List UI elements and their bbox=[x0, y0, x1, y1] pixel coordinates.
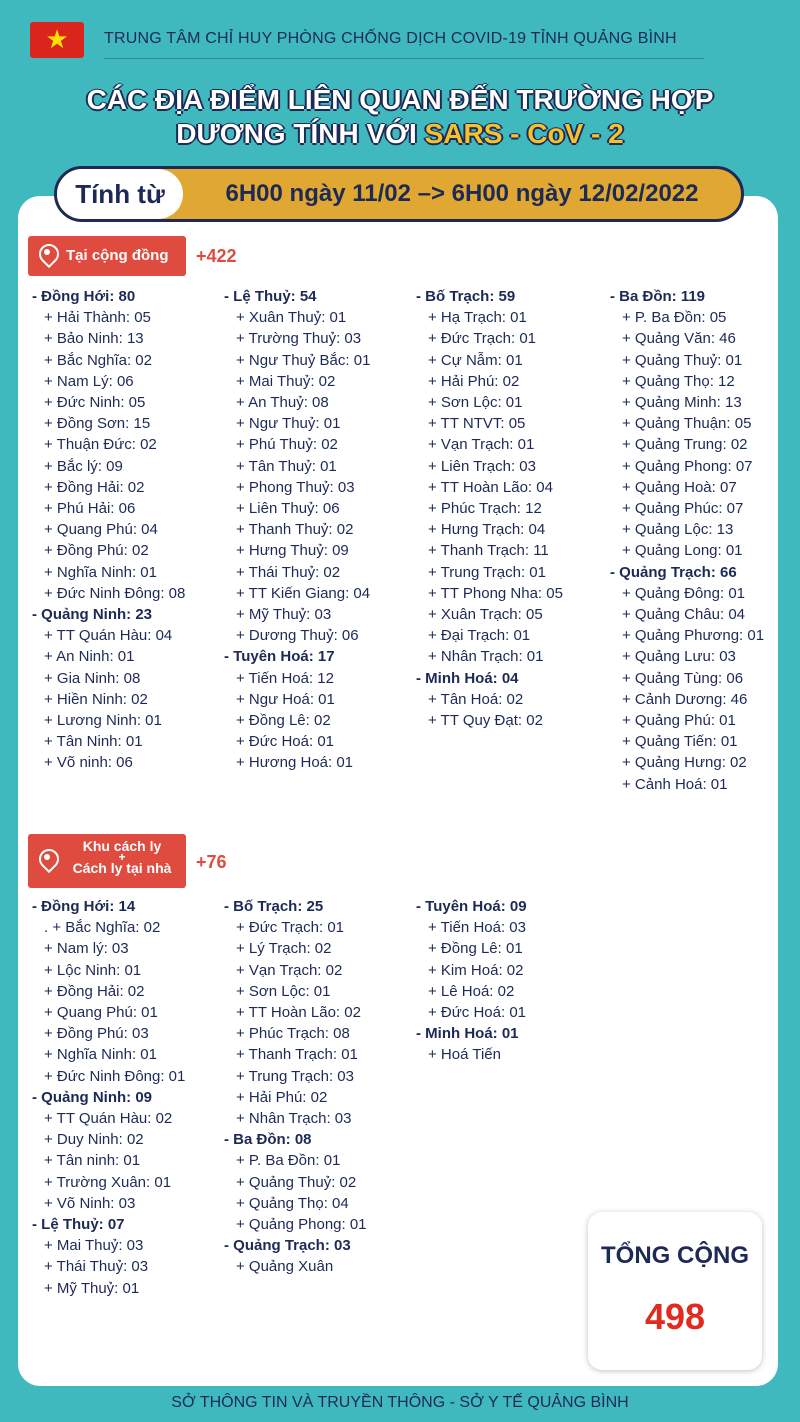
list-item: + Quảng Lộc: 13 bbox=[622, 521, 734, 539]
list-item: + Quảng Phúc: 07 bbox=[622, 500, 744, 518]
quarantine-column bbox=[32, 896, 185, 1299]
list-item: + TT Quán Hàu: 04 bbox=[44, 627, 173, 645]
list-item: + Xuân Thuỷ: 01 bbox=[236, 309, 347, 327]
list-item: + Quảng Phú: 01 bbox=[622, 712, 736, 730]
list-item: + Dương Thuỷ: 06 bbox=[236, 627, 359, 645]
list-item: + Liên Thuỷ: 06 bbox=[236, 500, 340, 518]
list-item: + Vạn Trạch: 01 bbox=[428, 436, 535, 454]
list-item: + Lý Trạch: 02 bbox=[236, 940, 332, 958]
list-item: + Tiến Hoá: 03 bbox=[428, 919, 526, 937]
list-item: + Nghĩa Ninh: 01 bbox=[44, 1046, 157, 1064]
location-pin-icon bbox=[38, 244, 56, 268]
organization-name: TRUNG TÂM CHỈ HUY PHÒNG CHỐNG DỊCH COVID-19 TỈNH QUẢNG BÌNH bbox=[104, 30, 677, 47]
list-item: + Quang Phú: 04 bbox=[44, 521, 158, 539]
list-item: + Nam lý: 03 bbox=[44, 940, 129, 958]
list-item: + Đồng Phú: 02 bbox=[44, 542, 149, 560]
district-heading: - Đồng Hới: 80 bbox=[32, 288, 136, 305]
list-item: + Ngư Hoá: 01 bbox=[236, 690, 335, 708]
list-item: + Phúc Trạch: 12 bbox=[428, 500, 542, 518]
list-item: + Lương Ninh: 01 bbox=[44, 712, 162, 730]
list-item: + Nam Lý: 06 bbox=[44, 372, 134, 390]
list-item: + Cảnh Hoá: 01 bbox=[622, 775, 728, 793]
list-item: + Võ ninh: 06 bbox=[44, 754, 133, 772]
total-value: 498 bbox=[644, 1296, 706, 1337]
list-item: + Quảng Long: 01 bbox=[622, 542, 743, 560]
list-item: + Phong Thuỷ: 03 bbox=[236, 478, 355, 496]
list-item: + Liên Trạch: 03 bbox=[428, 457, 536, 475]
list-item: + Hưng Thuỷ: 09 bbox=[236, 542, 349, 560]
list-item: + Tân Ninh: 01 bbox=[44, 733, 143, 751]
district-heading: - Ba Đồn: 119 bbox=[610, 288, 706, 305]
list-item: + Ngư Thuỷ Bắc: 01 bbox=[236, 351, 371, 369]
list-item: + Phú Thuỷ: 02 bbox=[236, 436, 338, 454]
list-item: + Sơn Lộc: 01 bbox=[428, 394, 523, 412]
district-heading: - Lệ Thuỷ: 07 bbox=[32, 1216, 125, 1234]
date-range-bar bbox=[54, 166, 744, 222]
district-heading: - Quảng Ninh: 23 bbox=[32, 606, 152, 624]
list-item: + An Thuỷ: 08 bbox=[236, 394, 329, 412]
list-item: + Mai Thuỷ: 02 bbox=[236, 372, 336, 390]
list-item: + Nghĩa Ninh: 01 bbox=[44, 563, 157, 581]
list-item: + Mỹ Thuỷ: 03 bbox=[236, 606, 332, 624]
list-item: + Đức Trạch: 01 bbox=[428, 330, 537, 348]
list-item: + Tiến Hoá: 12 bbox=[236, 669, 334, 687]
list-item: + Trường Thuỷ: 03 bbox=[236, 330, 362, 348]
list-item: + Đồng Hải: 02 bbox=[44, 478, 145, 496]
date-label: Tính từ bbox=[57, 169, 183, 219]
list-item: + Đức Ninh Đông: 01 bbox=[44, 1067, 186, 1085]
list-item: + TT Phong Nha: 05 bbox=[428, 584, 563, 602]
district-heading: - Minh Hoá: 01 bbox=[416, 1025, 519, 1043]
list-item: + Đức Ninh: 05 bbox=[44, 394, 146, 412]
list-item: + TT Hoàn Lão: 04 bbox=[428, 478, 553, 496]
list-item: + Tân Hoá: 02 bbox=[428, 690, 524, 708]
quarantine-label-plus: + bbox=[118, 850, 126, 864]
list-item: + Hưng Trạch: 04 bbox=[428, 521, 546, 539]
list-item: . + Bắc Nghĩa: 02 bbox=[44, 919, 161, 937]
quarantine-badge bbox=[28, 834, 186, 888]
list-item: + P. Ba Đồn: 01 bbox=[236, 1152, 341, 1170]
list-item: + Nhân Trạch: 01 bbox=[428, 648, 544, 666]
list-item: + Quảng Thuận: 05 bbox=[622, 415, 752, 433]
date-range: 6H00 ngày 11/02 –> 6H00 ngày 12/02/2022 bbox=[225, 180, 699, 207]
list-item: + Đức Hoá: 01 bbox=[236, 733, 335, 751]
list-item: + An Ninh: 01 bbox=[44, 648, 135, 666]
list-item: + Cảnh Dương: 46 bbox=[622, 690, 748, 708]
list-item: + Hạ Trạch: 01 bbox=[428, 309, 527, 327]
page-title-line2 bbox=[0, 118, 800, 150]
list-item: + Hoá Tiến bbox=[428, 1046, 501, 1064]
quarantine-label-line2: Cách ly tại nhà bbox=[72, 860, 172, 876]
list-item: + Mai Thuỷ: 03 bbox=[44, 1237, 144, 1255]
divider bbox=[104, 58, 704, 59]
list-item: + Trường Xuân: 01 bbox=[44, 1173, 172, 1191]
list-item: + TT NTVT: 05 bbox=[428, 415, 526, 433]
list-item: + Quảng Xuân bbox=[236, 1258, 334, 1276]
list-item: + Gia Ninh: 08 bbox=[44, 669, 141, 687]
list-item: + Thanh Thuỷ: 02 bbox=[236, 521, 354, 539]
list-item: + Hải Thành: 05 bbox=[44, 309, 151, 327]
district-heading: - Đồng Hới: 14 bbox=[32, 898, 136, 915]
quarantine-label-line1: Khu cách ly bbox=[82, 838, 162, 854]
community-count: +422 bbox=[196, 246, 237, 266]
list-item: + Võ Ninh: 03 bbox=[44, 1194, 136, 1212]
district-heading: - Quảng Trạch: 66 bbox=[610, 563, 737, 581]
page-title-line1: CÁC ĐỊA ĐIỂM LIÊN QUAN ĐẾN TRƯỜNG HỢP bbox=[86, 84, 714, 115]
list-item: + Quảng Thuỷ: 02 bbox=[236, 1173, 357, 1191]
list-item: + Lê Hoá: 02 bbox=[428, 982, 515, 1000]
list-item: + TT Kiến Giang: 04 bbox=[236, 584, 371, 602]
list-item: + Quảng Châu: 04 bbox=[622, 606, 746, 624]
community-column bbox=[610, 286, 764, 795]
list-item: + Quảng Phong: 07 bbox=[622, 457, 753, 475]
list-item: + Đức Trạch: 01 bbox=[236, 919, 345, 937]
list-item: + Đức Hoá: 01 bbox=[428, 1004, 527, 1022]
list-item: + Mỹ Thuỷ: 01 bbox=[44, 1279, 140, 1297]
list-item: + Đồng Lê: 02 bbox=[236, 712, 331, 730]
list-item: + Bắc lý: 09 bbox=[44, 457, 123, 475]
district-heading: - Bố Trạch: 25 bbox=[224, 898, 324, 915]
list-item: + Vạn Trạch: 02 bbox=[236, 961, 343, 979]
title-prefix: DƯƠNG TÍNH VỚI bbox=[176, 118, 425, 149]
list-item: + Quảng Thuỷ: 01 bbox=[622, 351, 743, 369]
list-item: + Duy Ninh: 02 bbox=[44, 1131, 144, 1149]
list-item: + Đại Trạch: 01 bbox=[428, 627, 531, 645]
title-highlight: SARS - CoV - 2 bbox=[424, 118, 624, 149]
list-item: + Trung Trạch: 03 bbox=[236, 1067, 354, 1085]
quarantine-column bbox=[224, 896, 367, 1278]
list-item: + TT Hoàn Lão: 02 bbox=[236, 1004, 361, 1022]
list-item: + Xuân Trạch: 05 bbox=[428, 606, 543, 624]
community-label: Tại cộng đồng bbox=[66, 247, 169, 264]
list-item: + Phúc Trạch: 08 bbox=[236, 1025, 350, 1043]
community-column bbox=[224, 286, 370, 774]
quarantine-column bbox=[416, 896, 527, 1066]
footer: SỞ THÔNG TIN VÀ TRUYỀN THÔNG - SỞ Y TẾ QUẢNG BÌNH bbox=[171, 1394, 629, 1411]
list-item: + Tân Thuỷ: 01 bbox=[236, 457, 337, 475]
list-item: + Hải Phú: 02 bbox=[428, 372, 520, 390]
list-item: + TT Quy Đạt: 02 bbox=[428, 712, 543, 730]
list-item: + Đồng Phú: 03 bbox=[44, 1025, 149, 1043]
list-item: + Đồng Sơn: 15 bbox=[44, 415, 151, 433]
list-item: + Trung Trạch: 01 bbox=[428, 563, 546, 581]
list-item: + Quảng Phương: 01 bbox=[622, 627, 765, 645]
district-heading: - Tuyên Hoá: 09 bbox=[416, 898, 527, 915]
list-item: + Quảng Thọ: 12 bbox=[622, 372, 735, 390]
list-item: + TT Quán Hàu: 02 bbox=[44, 1110, 173, 1128]
district-heading: - Minh Hoá: 04 bbox=[416, 669, 519, 687]
list-item: + Quảng Văn: 46 bbox=[622, 330, 736, 348]
list-item: + Hiền Ninh: 02 bbox=[44, 690, 148, 708]
list-item: + Quảng Thọ: 04 bbox=[236, 1194, 349, 1212]
list-item: + Quảng Đông: 01 bbox=[622, 584, 746, 602]
total-box bbox=[588, 1212, 762, 1370]
list-item: + Bảo Ninh: 13 bbox=[44, 330, 144, 348]
list-item: + Thanh Trạch: 11 bbox=[428, 542, 549, 560]
list-item: + Phú Hải: 06 bbox=[44, 500, 136, 518]
list-item: + Quảng Hưng: 02 bbox=[622, 754, 747, 772]
list-item: + Lộc Ninh: 01 bbox=[44, 961, 142, 979]
list-item: + Kim Hoá: 02 bbox=[428, 961, 524, 979]
district-heading: - Bố Trạch: 59 bbox=[416, 288, 516, 305]
list-item: + Ngư Thuỷ: 01 bbox=[236, 415, 341, 433]
district-heading: - Lệ Thuỷ: 54 bbox=[224, 288, 317, 305]
list-item: + Thái Thuỷ: 02 bbox=[236, 563, 341, 581]
vietnam-flag-icon: ★ bbox=[30, 22, 84, 58]
list-item: + Bắc Nghĩa: 02 bbox=[44, 351, 152, 369]
list-item: + Hương Hoá: 01 bbox=[236, 754, 354, 772]
list-item: + Đồng Hải: 02 bbox=[44, 982, 145, 1000]
list-item: + Quang Phú: 01 bbox=[44, 1004, 158, 1022]
list-item: + Sơn Lộc: 01 bbox=[236, 982, 331, 1000]
location-pin-icon bbox=[38, 849, 56, 873]
list-item: + Quảng Trung: 02 bbox=[622, 436, 748, 454]
list-item: + Quảng Minh: 13 bbox=[622, 394, 742, 412]
list-item: + Hải Phú: 02 bbox=[236, 1088, 328, 1106]
community-column bbox=[32, 286, 185, 774]
list-item: + Cự Nẫm: 01 bbox=[428, 351, 523, 369]
list-item: + Quảng Tùng: 06 bbox=[622, 669, 744, 687]
total-label: TỔNG CỘNG bbox=[601, 1242, 749, 1269]
list-item: + Đồng Lê: 01 bbox=[428, 940, 523, 958]
list-item: + Thái Thuỷ: 03 bbox=[44, 1258, 149, 1276]
district-heading: - Tuyên Hoá: 17 bbox=[224, 648, 335, 666]
quarantine-count: +76 bbox=[196, 852, 227, 872]
district-heading: - Ba Đồn: 08 bbox=[224, 1131, 312, 1149]
list-item: + Thanh Trạch: 01 bbox=[236, 1046, 358, 1064]
list-item: + Quảng Tiến: 01 bbox=[622, 733, 738, 751]
district-heading: - Quảng Ninh: 09 bbox=[32, 1088, 152, 1106]
list-item: + Quảng Lưu: 03 bbox=[622, 648, 736, 666]
community-column bbox=[416, 286, 563, 731]
list-item: + Thuận Đức: 02 bbox=[44, 436, 157, 454]
list-item: + Quảng Hoà: 07 bbox=[622, 478, 737, 496]
district-heading: - Quảng Trạch: 03 bbox=[224, 1237, 351, 1255]
list-item: + P. Ba Đồn: 05 bbox=[622, 309, 727, 327]
list-item: + Tân ninh: 01 bbox=[44, 1152, 141, 1170]
list-item: + Đức Ninh Đông: 08 bbox=[44, 584, 186, 602]
list-item: + Quảng Phong: 01 bbox=[236, 1216, 367, 1234]
list-item: + Nhân Trạch: 03 bbox=[236, 1110, 352, 1128]
community-badge bbox=[28, 236, 186, 276]
